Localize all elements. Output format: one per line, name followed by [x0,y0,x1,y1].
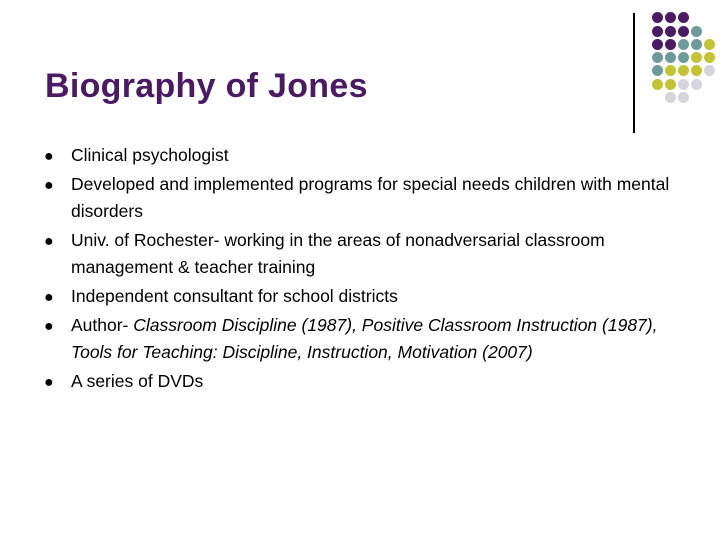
decorative-dot [652,52,663,63]
decorative-dot [691,65,702,76]
decorative-dot [704,39,715,50]
bullet-text: A series of DVDs [71,371,204,391]
decorative-dot [665,79,676,90]
bullet-text: Clinical psychologist [71,145,229,165]
bullet-text: Independent consultant for school districts [71,286,398,306]
bullet-marker: ● [44,148,54,165]
decorative-dot [652,65,663,76]
decorative-dot [678,52,689,63]
decorative-dot [652,79,663,90]
bullet-marker: ● [44,177,54,194]
decorative-dot [678,39,689,50]
decorative-dot [678,12,689,23]
decorative-dot [691,79,702,90]
bullet-item [44,142,694,169]
decorative-dot [652,39,663,50]
decorative-dot [665,12,676,23]
decorative-dot [652,12,663,23]
slide-title: Biography of Jones [45,67,368,105]
author-works: Classroom Discipline (1987), Positive Classroom Instruction (1987), Tools for Teaching: Discipline, Instruction, Motivation (2007) [71,315,658,362]
decorative-dot [704,65,715,76]
decorative-dot-grid [646,12,726,122]
bullet-marker: ● [44,318,54,335]
decorative-dot [691,39,702,50]
decorative-dot [678,26,689,37]
bullet-text: Developed and implemented programs for special needs children with mental disorders [71,174,670,221]
decorative-dot [704,52,715,63]
bullet-item [44,171,694,225]
decorative-dot [665,65,676,76]
decorative-dot [665,39,676,50]
decorative-dot [691,52,702,63]
decorative-dot [665,92,676,103]
author-prefix: Author- [71,315,134,335]
decorative-dot [678,65,689,76]
bullet-marker: ● [44,374,54,391]
decorative-dot [678,79,689,90]
bullet-item [44,283,694,310]
bullet-item [44,368,694,395]
decorative-dot [665,52,676,63]
decorative-dot [665,26,676,37]
bullet-marker: ● [44,233,54,250]
bullet-text: Univ. of Rochester- working in the areas of nonadversarial classroom management & teacher training [71,230,605,277]
decorative-divider-line [633,13,635,133]
decorative-dot [678,92,689,103]
decorative-dot [691,26,702,37]
bullet-list [44,142,694,397]
bullet-item-author [44,312,694,366]
bullet-item [44,227,694,281]
decorative-dot [652,26,663,37]
bullet-marker: ● [44,289,54,306]
